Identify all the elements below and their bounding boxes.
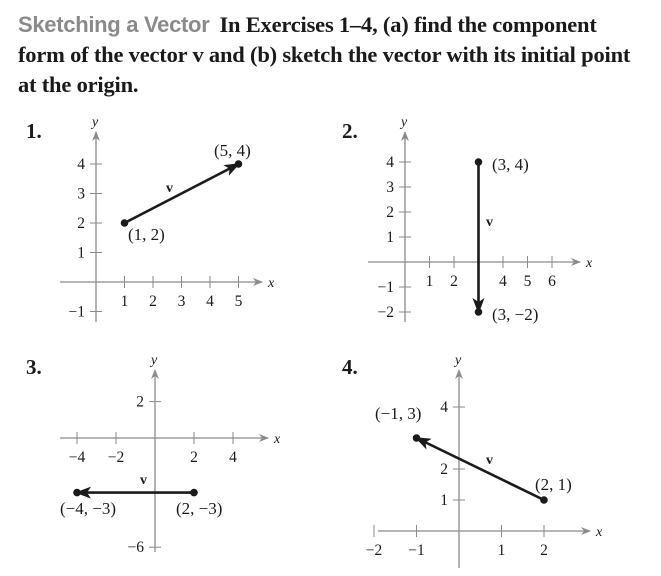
x-tick-label: −1: [408, 542, 425, 559]
vector-label: v: [486, 215, 493, 230]
initial-point: [190, 489, 198, 497]
exercise-number: 3.: [26, 355, 42, 379]
initial-point-label: (2, −3): [176, 499, 223, 518]
y-tick-label: 2: [136, 393, 144, 411]
x-tick-label: 5: [234, 293, 243, 310]
terminal-point: [73, 489, 81, 497]
x-tick-label: 1: [497, 542, 506, 559]
vector-plot-3: [26, 353, 281, 556]
vector-plot-2: [342, 115, 593, 324]
exercise-number: 2.: [342, 119, 358, 143]
y-tick-label: 3: [77, 185, 85, 203]
y-tick-label: 4: [386, 154, 394, 171]
y-tick-label: 1: [77, 244, 85, 262]
vector-plot-1: [26, 115, 275, 322]
x-axis-label: x: [596, 525, 603, 540]
exercise-number: 4.: [342, 355, 358, 379]
x-tick-label: 2: [190, 449, 198, 466]
terminal-point-label: (−1, 3): [375, 404, 422, 423]
y-axis-label: y: [401, 115, 408, 130]
vector-label: v: [166, 181, 173, 196]
x-tick-label: 1: [120, 293, 129, 310]
initial-point-label: (2, 1): [535, 475, 572, 494]
vector-label: v: [486, 453, 493, 468]
x-tick-label: 1: [425, 273, 434, 290]
exercise-number: 1.: [26, 119, 42, 143]
initial-point-label: (1, 2): [128, 225, 165, 244]
section-topic: Sketching a Vector: [18, 12, 210, 37]
y-tick-label: 1: [440, 492, 448, 509]
x-tick-label: −2: [365, 542, 383, 559]
y-tick-label: 4: [440, 399, 448, 416]
x-tick-label: −2: [107, 449, 125, 466]
y-tick-label: 2: [77, 215, 85, 232]
y-tick-label: 1: [386, 229, 394, 246]
y-tick-label: 3: [386, 179, 394, 196]
initial-point: [540, 496, 548, 504]
y-tick-label: −6: [127, 539, 144, 557]
x-axis-label: x: [268, 276, 275, 291]
terminal-point: [475, 308, 483, 316]
y-tick-label: −1: [68, 303, 85, 321]
x-tick-label: 3: [177, 293, 186, 310]
y-tick-label: −2: [377, 304, 394, 321]
y-tick-label: 2: [386, 204, 394, 221]
terminal-point-label: (3, −2): [492, 305, 539, 324]
x-tick-label: 2: [540, 542, 548, 559]
vector-label: v: [140, 473, 147, 488]
terminal-point-label: (5, 4): [214, 141, 251, 160]
y-axis-label: y: [455, 353, 462, 368]
terminal-point-label: (−4, −3): [60, 499, 116, 518]
y-tick-label: −1: [377, 279, 394, 296]
y-axis-label: y: [92, 115, 99, 130]
y-tick-label: 4: [77, 156, 85, 173]
x-tick-label: 2: [450, 273, 458, 290]
terminal-point: [235, 160, 243, 168]
y-axis-label: y: [151, 353, 158, 368]
initial-point: [475, 158, 483, 166]
vector-v: [417, 438, 545, 500]
x-tick-label: 4: [229, 449, 237, 466]
vector-plot-4: [342, 353, 603, 568]
x-tick-label: 4: [206, 293, 214, 310]
y-tick-label: 2: [440, 461, 448, 478]
terminal-point: [413, 434, 421, 442]
exercise-instruction: In Exercises 1–4, (a) find the component form of the vector v and (b) sketch the vector with its initial point at the origin.: [18, 12, 631, 97]
vector-v: [125, 164, 239, 223]
x-tick-label: 4: [499, 273, 507, 290]
initial-point-label: (3, 4): [492, 155, 529, 174]
x-tick-label: −4: [68, 449, 86, 466]
x-tick-label: 6: [548, 273, 556, 290]
x-axis-label: x: [274, 432, 281, 447]
x-tick-label: 5: [523, 273, 532, 290]
x-axis-label: x: [586, 256, 593, 271]
x-tick-label: 2: [149, 293, 157, 310]
